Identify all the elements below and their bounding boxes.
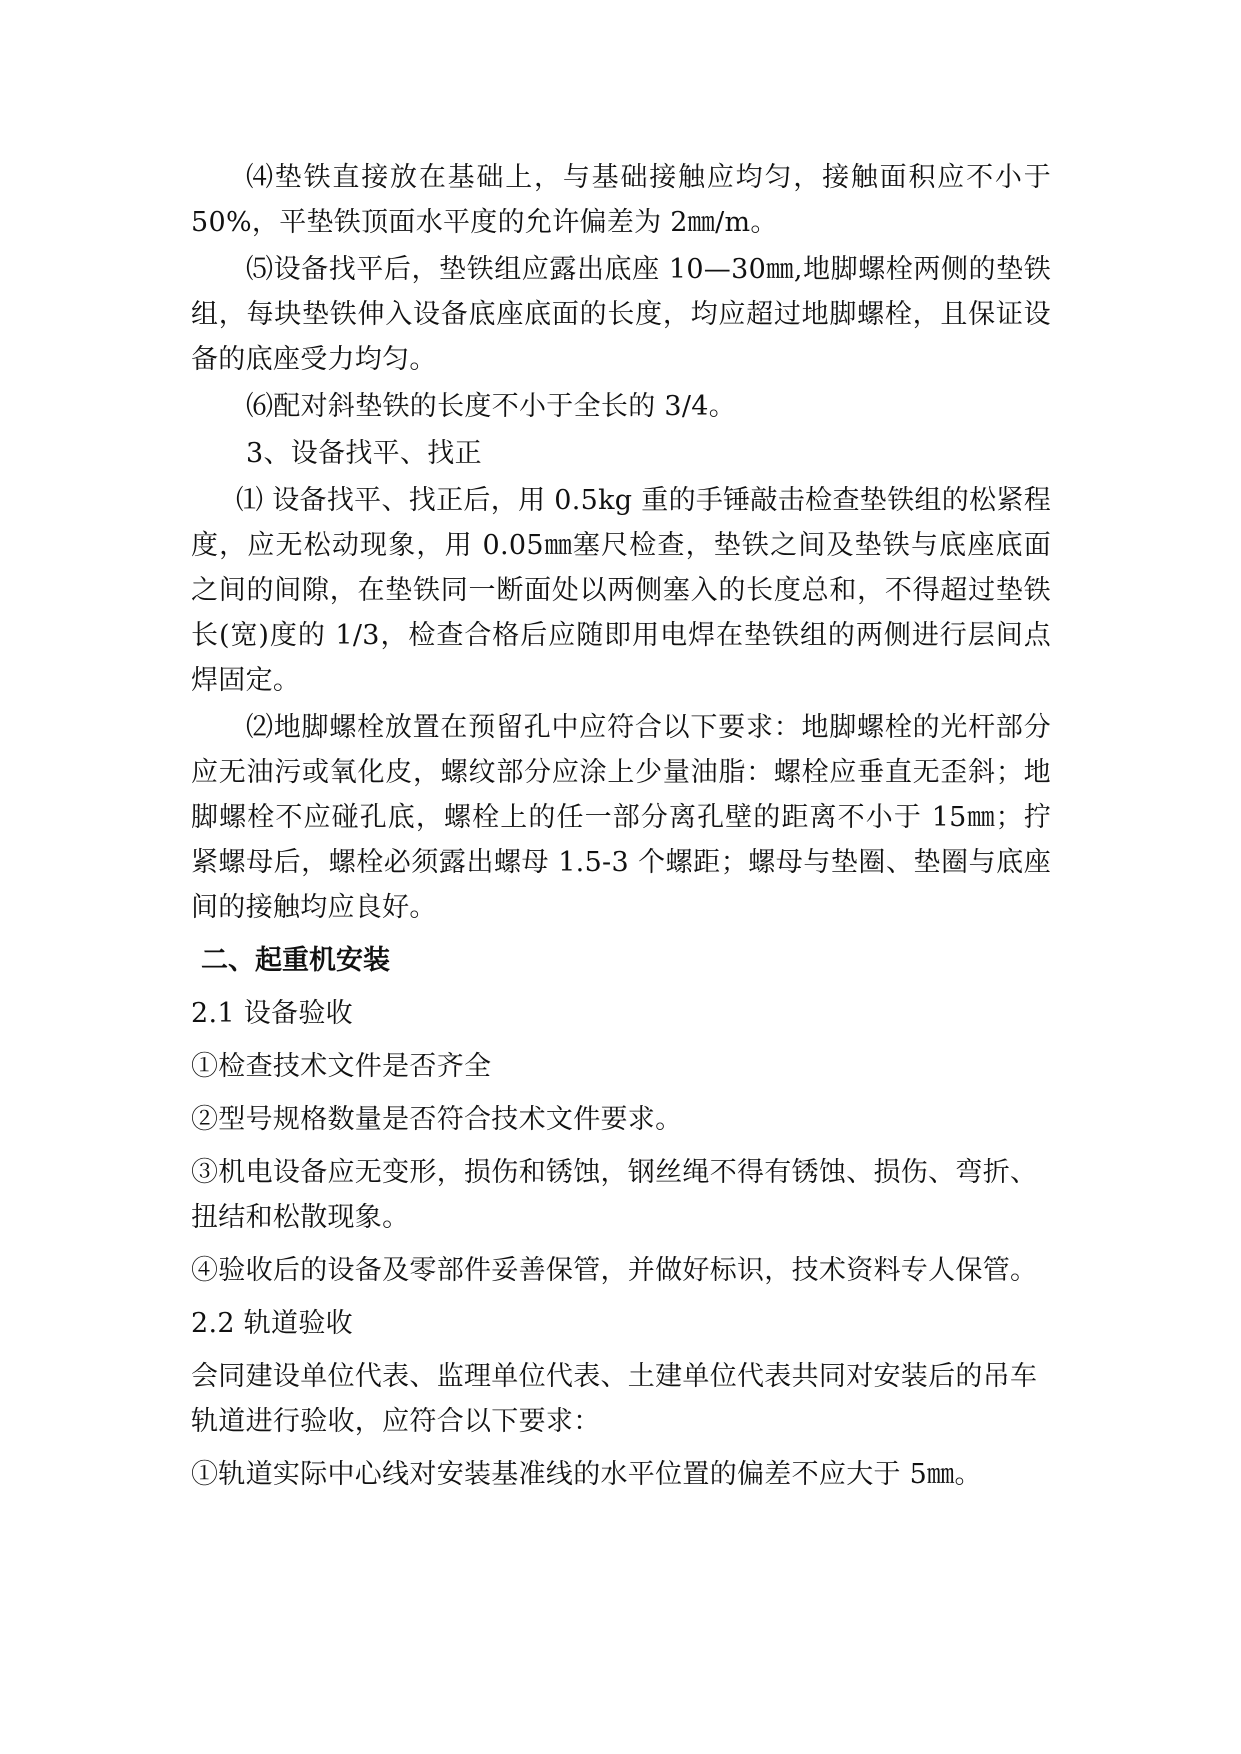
- list-item: ③机电设备应无变形，损伤和锈蚀，钢丝绳不得有锈蚀、损伤、弯折、扭结和松散现象。: [191, 1157, 1038, 1233]
- paragraph-wedge-length: ⑹配对斜垫铁的长度不小于全长的 3/4。: [246, 391, 737, 422]
- list-item: ④验收后的设备及零部件妥善保管，并做好标识，技术资料专人保管。: [191, 1255, 1038, 1286]
- list-item: ①检查技术文件是否齐全: [191, 1051, 492, 1082]
- paragraph-leveling-check: ⑴ 设备找平、找正后，用 0.5kg 重的手锤敲击检查垫铁组的松紧程度，应无松动现象，用 0.05㎜塞尺检查，垫铁之间及垫铁与底座底面之间的间隙，在垫铁同一断面处以两侧塞入的长度总和，不得超过垫铁长(宽)度的 1/3，检查合格后应随即用电焊在垫铁组的两侧进行层间点焊固定。: [191, 485, 1051, 696]
- subheading-track-acceptance: 2.2 轨道验收: [191, 1308, 353, 1339]
- list-item: ①轨道实际中心线对安装基准线的水平位置的偏差不应大于 5㎜。: [191, 1459, 982, 1490]
- paragraph-anchor-bolts: ⑵地脚螺栓放置在预留孔中应符合以下要求：地脚螺栓的光杆部分应无油污或氧化皮，螺纹部分应涂上少量油脂：螺栓应垂直无歪斜；地脚螺栓不应碰孔底，螺栓上的任一部分离孔壁的距离不小于 15㎜；拧紧螺母后，螺栓必须露出螺母 1.5-3 个螺距；螺母与垫圈、垫圈与底座间的接触均应良好。: [191, 712, 1051, 923]
- document-body: [191, 155, 1051, 1505]
- paragraph-shim-contact: ⑷垫铁直接放在基础上，与基础接触应均匀，接触面积应不小于 50%，平垫铁顶面水平度的允许偏差为 2㎜/m。: [191, 162, 1051, 238]
- paragraph-track-intro: 会同建设单位代表、监理单位代表、土建单位代表共同对安装后的吊车轨道进行验收，应符合以下要求：: [191, 1361, 1038, 1437]
- paragraph-shim-exposure: ⑸设备找平后，垫铁组应露出底座 10—30㎜,地脚螺栓两侧的垫铁组，每块垫铁伸入设备底座底面的长度，均应超过地脚螺栓，且保证设备的底座受力均匀。: [191, 254, 1051, 375]
- section-heading-crane-install: 二、起重机安装: [201, 945, 390, 976]
- section-heading-leveling: 3、设备找平、找正: [246, 438, 482, 469]
- list-item: ②型号规格数量是否符合技术文件要求。: [191, 1104, 683, 1135]
- subheading-equipment-acceptance: 2.1 设备验收: [191, 998, 353, 1029]
